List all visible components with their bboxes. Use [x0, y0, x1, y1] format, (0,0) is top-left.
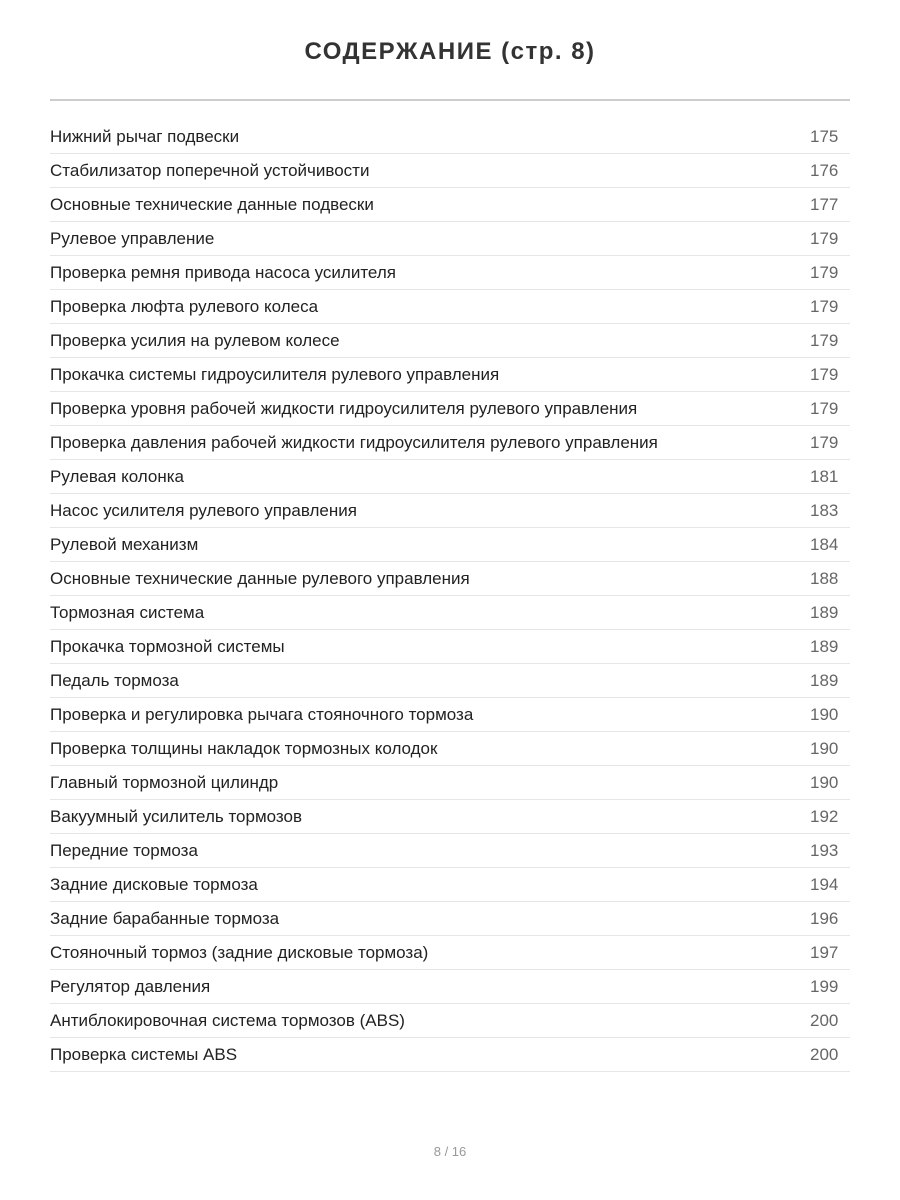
toc-entry[interactable] [50, 1038, 850, 1072]
toc-entry[interactable] [50, 1004, 850, 1038]
toc-entry-page-number: 200 [810, 1010, 839, 1030]
toc-entry[interactable] [50, 188, 850, 222]
toc-list [50, 120, 850, 1072]
toc-entry[interactable] [50, 392, 850, 426]
toc-entry-page-number: 177 [810, 194, 839, 214]
toc-entry-page-number: 176 [810, 160, 839, 180]
toc-entry-page-number: 200 [810, 1044, 839, 1064]
page-title: СОДЕРЖАНИЕ (стр. 8) [304, 38, 596, 65]
toc-entry-title: Прокачка тормозной системы [50, 636, 285, 656]
toc-entry-page-number: 179 [810, 262, 839, 282]
toc-entry-page-number: 179 [810, 432, 839, 452]
toc-entry-page-number: 189 [810, 636, 839, 656]
toc-entry-page-number: 179 [810, 398, 839, 418]
toc-entry[interactable] [50, 630, 850, 664]
toc-entry-title: Проверка уровня рабочей жидкости гидроусилителя рулевого управления [50, 398, 638, 418]
toc-entry-title: Регулятор давления [50, 976, 211, 996]
toc-entry[interactable] [50, 766, 850, 800]
toc-entry-page-number: 190 [810, 772, 839, 792]
toc-entry-title: Рулевая колонка [50, 466, 184, 486]
toc-entry-title: Проверка ремня привода насоса усилителя [50, 262, 396, 282]
toc-entry[interactable] [50, 154, 850, 188]
toc-entry[interactable] [50, 732, 850, 766]
toc-entry-title: Основные технические данные подвески [50, 194, 374, 214]
toc-entry-page-number: 196 [810, 908, 839, 928]
toc-entry[interactable] [50, 120, 850, 154]
toc-entry[interactable] [50, 494, 850, 528]
toc-entry-page-number: 179 [810, 228, 839, 248]
toc-entry-title: Проверка усилия на рулевом колесе [50, 330, 340, 350]
title-divider [50, 99, 850, 101]
toc-entry-page-number: 179 [810, 364, 839, 384]
toc-entry-title: Проверка давления рабочей жидкости гидроусилителя рулевого управления [50, 432, 658, 452]
toc-entry-title: Насос усилителя рулевого управления [50, 500, 357, 520]
toc-entry-page-number: 181 [810, 466, 839, 486]
toc-entry-page-number: 179 [810, 296, 839, 316]
toc-entry-title: Задние дисковые тормоза [50, 874, 258, 894]
toc-entry[interactable] [50, 970, 850, 1004]
toc-entry[interactable] [50, 868, 850, 902]
toc-entry-title: Проверка люфта рулевого колеса [50, 296, 319, 316]
toc-entry-title: Антиблокировочная система тормозов (ABS) [50, 1010, 405, 1030]
toc-entry-title: Стабилизатор поперечной устойчивости [50, 160, 370, 180]
toc-entry-title: Тормозная система [50, 602, 205, 622]
toc-entry-title: Главный тормозной цилиндр [50, 772, 279, 792]
toc-entry-title: Рулевой механизм [50, 534, 199, 554]
toc-entry-title: Вакуумный усилитель тормозов [50, 806, 302, 826]
toc-entry-title: Проверка системы ABS [50, 1044, 238, 1064]
toc-entry[interactable] [50, 426, 850, 460]
toc-entry[interactable] [50, 562, 850, 596]
toc-entry[interactable] [50, 290, 850, 324]
toc-entry-page-number: 188 [810, 568, 839, 588]
toc-entry-page-number: 175 [810, 126, 839, 146]
toc-entry-page-number: 179 [810, 330, 839, 350]
toc-entry-page-number: 189 [810, 602, 839, 622]
toc-entry-page-number: 194 [810, 874, 839, 894]
toc-entry-title: Задние барабанные тормоза [50, 908, 280, 928]
page-number-footer: 8 / 16 [433, 1144, 467, 1159]
toc-entry-page-number: 190 [810, 738, 839, 758]
toc-entry-title: Рулевое управление [50, 228, 215, 248]
toc-entry-title: Нижний рычаг подвески [50, 126, 240, 146]
toc-entry-title: Основные технические данные рулевого управления [50, 568, 470, 588]
toc-entry[interactable] [50, 664, 850, 698]
toc-entry[interactable] [50, 256, 850, 290]
toc-entry-title: Проверка толщины накладок тормозных колодок [50, 738, 438, 758]
toc-entry[interactable] [50, 936, 850, 970]
toc-entry-page-number: 184 [810, 534, 839, 554]
toc-entry-page-number: 189 [810, 670, 839, 690]
toc-entry-page-number: 190 [810, 704, 839, 724]
toc-entry-title: Стояночный тормоз (задние дисковые тормоза) [50, 942, 429, 962]
toc-entry[interactable] [50, 596, 850, 630]
toc-entry[interactable] [50, 800, 850, 834]
toc-entry[interactable] [50, 358, 850, 392]
toc-entry-title: Педаль тормоза [50, 670, 179, 690]
toc-entry[interactable] [50, 324, 850, 358]
toc-entry-title: Передние тормоза [50, 840, 198, 860]
toc-entry[interactable] [50, 698, 850, 732]
toc-entry[interactable] [50, 528, 850, 562]
toc-entry[interactable] [50, 834, 850, 868]
toc-entry-page-number: 197 [810, 942, 839, 962]
toc-entry[interactable] [50, 222, 850, 256]
toc-entry-title: Прокачка системы гидроусилителя рулевого управления [50, 364, 500, 384]
toc-entry-title: Проверка и регулировка рычага стояночного тормоза [50, 704, 474, 724]
toc-entry-page-number: 193 [810, 840, 839, 860]
toc-entry-page-number: 199 [810, 976, 839, 996]
toc-entry[interactable] [50, 902, 850, 936]
toc-entry-page-number: 192 [810, 806, 839, 826]
toc-entry-page-number: 183 [810, 500, 839, 520]
toc-entry[interactable] [50, 460, 850, 494]
